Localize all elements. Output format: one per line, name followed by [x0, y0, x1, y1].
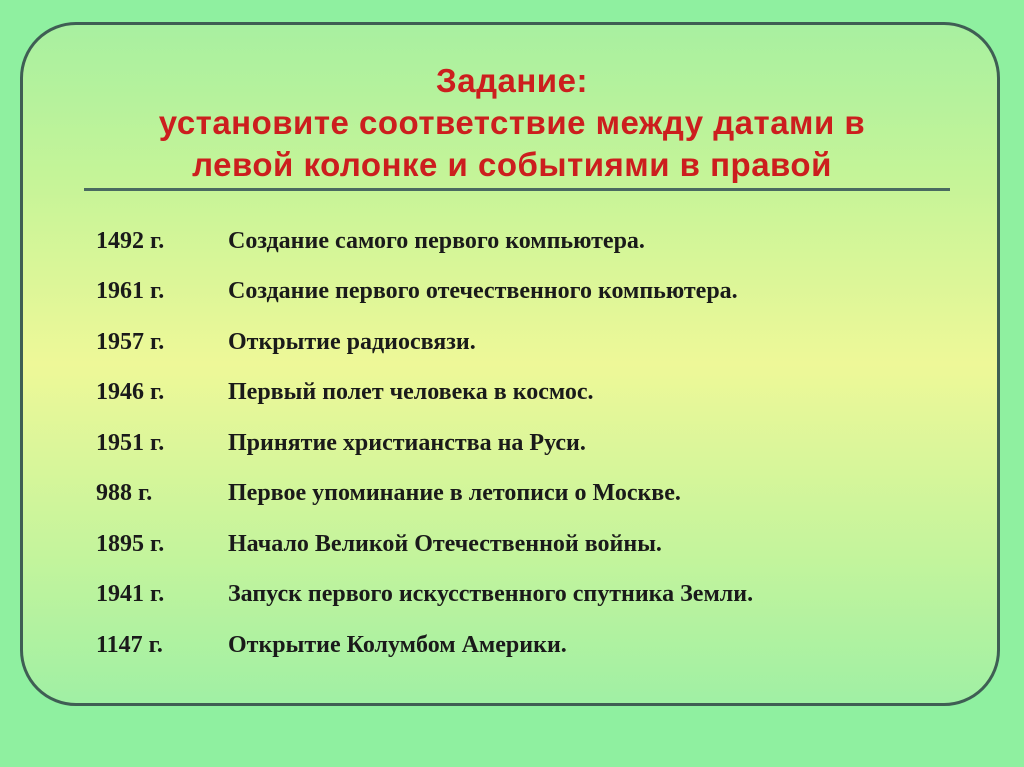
item-event: Запуск первого искусственного спутника Земли. [228, 581, 754, 608]
list-item [96, 620, 956, 671]
item-event: Открытие Колумбом Америки. [228, 631, 567, 658]
item-event: Начало Великой Отечественной войны. [228, 530, 662, 557]
item-year: 1492 г. [96, 227, 165, 254]
item-year: 1941 г. [96, 581, 165, 608]
item-year: 1961 г. [96, 278, 165, 305]
item-event: Первое упоминание в летописи о Москве. [228, 480, 681, 507]
list-item [96, 418, 956, 469]
item-event: Создание первого отечественного компьютера. [228, 278, 738, 305]
title-line-3: левой колонке и событиями в правой [192, 146, 832, 183]
title-line-1: Задание: [436, 62, 588, 99]
item-year: 1895 г. [96, 530, 165, 557]
item-year: 1946 г. [96, 379, 165, 406]
list-item [96, 267, 956, 318]
list-item [96, 368, 956, 419]
item-year: 1147 г. [96, 631, 163, 658]
dates-events-list [96, 216, 956, 671]
item-year: 988 г. [96, 480, 153, 507]
item-year: 1951 г. [96, 429, 165, 456]
list-item [96, 469, 956, 520]
item-event: Принятие христианства на Руси. [228, 429, 586, 456]
slide-title [0, 60, 1024, 186]
title-divider [84, 188, 950, 191]
item-event: Создание самого первого компьютера. [228, 227, 645, 254]
item-year: 1957 г. [96, 328, 165, 355]
title-line-2: установите соответствие между датами в [158, 104, 866, 141]
item-event: Открытие радиосвязи. [228, 328, 476, 355]
list-item [96, 317, 956, 368]
list-item [96, 216, 956, 267]
list-item [96, 519, 956, 570]
list-item [96, 570, 956, 621]
item-event: Первый полет человека в космос. [228, 379, 594, 406]
